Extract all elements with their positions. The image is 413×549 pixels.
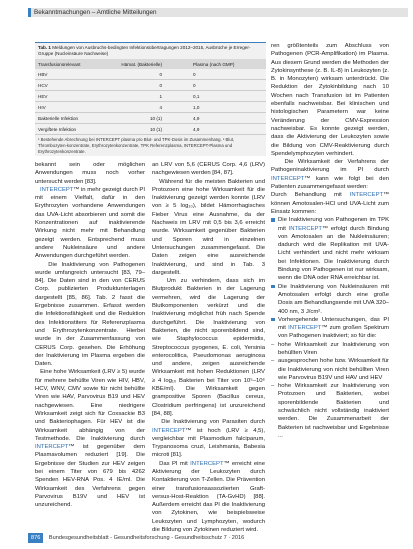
bullet-square-icon xyxy=(271,218,275,222)
product-name: INTERCEPT xyxy=(35,444,69,451)
bullet-list xyxy=(271,216,389,440)
dash-icon: – xyxy=(271,383,275,390)
paragraph xyxy=(35,368,145,509)
text-column-1 xyxy=(35,161,145,509)
table-cell: 4,9 xyxy=(165,113,266,124)
paragraph-text: Eine hohe Wirksamkeit (LRV ≥ 5) wurde für mehrere behüllte Viren wie HIV, HBV, HCV, WNV, CMV sowie für nicht behüllte Viren wie HAV, Parvovirus B19 und HEV nachgewiesen. Eine niedrigere Wirksamkeit zeigt sich für Coxsackie B3 und Bakteriophagen. Für HEV ist die Wirksamkeit abhängig von der Testmethode. Die Inaktivierung durch xyxy=(35,369,145,442)
paragraph xyxy=(271,191,389,216)
table-cell: HIV xyxy=(35,102,89,113)
paragraph-text: ™ ist hoch (LRV ≥ 4,5), vergleichbar mit Plasmodium falciparum, Trypanosoma cruzi, Leishmania, Babesia microti [81]. xyxy=(152,427,265,459)
paragraph-text: Um zu verhindern, dass sich im Blutprodukt Bakterien in der Lagerung vermehren, wird die Lagerung der Blutkomponenten verkürzt und die Inaktivierung möglichst früh nach Spende durchgeführt. Die Inaktivierung von Bakterien, die nicht sporenbildend sind, wie Staphylococcus epidermidis, Streptococcus pyogenes, E. coli, Yersinia enterocolitica, Pseudomonas aeruginosa und andere, zeigen ausreichende Wirksamkeit mit hohen Reduktionen (LRV ≥ 4 log₁₀ Bakterien bei Titer von 10⁵–10⁶ KBE/ml). Die Wirksamkeit gegen grampositive Sporen (Bacillus cereus, Clostridium perfringens) ist unzureichend [84, 88]. xyxy=(152,278,265,417)
paragraph-text: Während für die meisten Bakterien und Protozoen eine hohe Wirksamkeit für die Inaktivierung gezeigt werden konnte (LRV von ≥ 5 log₁₀), bildet Hämorrhagisches Fieber Virus eine Ausnahme, da der Nachweis im LRV mit 0,5 bis 3,6 erreicht wurde. Wirksamkeit gegenüber Bakterien und Sporen wird in einzelnen Untersuchungen zusammengefasst. Die Daten zeigen eine ausreichende Inaktivierung, und sind in Tab. 3 dargestellt. xyxy=(152,178,265,276)
section-title: Bekanntmachungen – Amtliche Mitteilungen xyxy=(34,9,157,16)
bullet-square-icon xyxy=(271,285,275,289)
table-cell: 10 (1) xyxy=(89,124,165,135)
table-footnote: ¹ Bestehende Abrechnung bei INTERCEPT plasma pro Blut- und TPK-Dosis im Zusammenhang. ² Blut, Thrombozyten-konzentrate, Erythrozytenkonzentrate, TPK Referenzplasma, INTERCEPT-Plasma und Erythrozytenkonzentrate. xyxy=(38,137,235,154)
table-row xyxy=(35,91,266,102)
table-caption-text: Meldungen von Ausbruchs-bedingten Infektionsübertragungen 2012–2015, Ausbrüche je Erreger-Gruppe (Nucleinsäure Nachweise) xyxy=(38,45,251,56)
page-number: 876 xyxy=(28,533,43,543)
table-cell: 0 xyxy=(165,69,266,80)
table-caption xyxy=(35,43,266,57)
list-item xyxy=(271,357,389,382)
paragraph-text: ™ können Amotosalen-HCl und UVA-Licht zum Einsatz kommen: xyxy=(271,192,389,215)
table-cell: 4 xyxy=(89,102,165,113)
list-item xyxy=(271,316,389,341)
product-name: INTERCEPT xyxy=(40,186,74,193)
paragraph xyxy=(35,261,145,369)
table-row xyxy=(35,102,266,113)
table-cell: 10 (1) xyxy=(89,113,165,124)
list-item-text: hohe Wirksamkeit zur Inaktivierung von behüllten Viren xyxy=(278,341,389,356)
paragraph-text: Das PI mit xyxy=(159,460,191,467)
paragraph-text: ™ in mehr gezeigt durch PI mit einem Vielfalt, dafür in den Erythrozyten vorhandene Anwendungen das UVA-Licht absorbieren und somit die Konzentrationen auf inaktivierende Wirkung nicht mehr mit Behandlung gezeigt werden. Entsprechend muss andere Nukleinsäure und andere Anwendungen durchgeführt werden. xyxy=(35,186,145,260)
paragraph xyxy=(152,460,265,535)
product-name: INTERCEPT xyxy=(152,427,186,434)
table-row xyxy=(35,80,266,91)
table-cell: HEV xyxy=(35,91,89,102)
paragraph xyxy=(35,186,145,261)
table-cell: 1 xyxy=(89,91,165,102)
paragraph: bekannt sein oder möglichen Anwendungen muss noch vorher untersucht werden [83]. xyxy=(35,162,145,185)
text-column-3 xyxy=(271,42,389,440)
text-column-2 xyxy=(152,161,265,534)
bullet-square-icon xyxy=(271,318,275,322)
list-item-text: hohe Wirksamkeit zur Inaktivierung von Protozoen und Bakterien, wobei sporenbildende Bakterien und schwächlich nicht vollständig inaktiviert werden. Die Zusammenarbeit der Bakterien ist nachweisbar und Ergebnisse ... xyxy=(278,383,389,439)
table-row xyxy=(35,124,266,135)
product-name: INTERCEPT xyxy=(288,325,322,332)
table-cell: 0 xyxy=(89,80,165,91)
table-cell: Bakterielle Infektion xyxy=(35,113,89,124)
table-cell: 4,9 xyxy=(165,124,266,135)
table-row xyxy=(35,69,266,80)
list-item xyxy=(271,216,389,282)
table-1 xyxy=(35,42,266,156)
table-cell: 1,0 xyxy=(165,102,266,113)
list-item-text: ausgesprochen hohe bzw. Wirksamkeit für die Inaktivierung von nicht behüllten Viren wie Parvovirus B19V und HAV und HEV xyxy=(278,358,389,381)
paragraph-text: Die Inaktivierung von Pathogenen wurde umfangreich untersucht [83, 79–84]. Die Daten sind in den von CERUS Corp. publizierten Produktunterlagen dargestellt [85, 86]. Tab. 2 fasst die Ergebnisse zusammen. Erfasst werden die Infektionsfähigkeit und die Reduktion des Infektionstiters für Referenzplasma und Erythrozytenkonzentrate. Hierbei wurde in der Zusammenfassung von CERUS Corp. gesehen. Die Erhöhung der Inaktivierung im Plasma ergeben die Daten. xyxy=(35,261,145,368)
list-item xyxy=(271,283,389,316)
product-name: INTERCEPT xyxy=(271,175,305,182)
list-item-text: Die Inaktivierung von Nukleinsäuren mit Amotosalen erfolgt durch eine große Dosis am Behandlungsende mit UVA 320–400 nm, 3 J/cm². xyxy=(278,283,389,315)
column-header: Hämat. (Bakterielle) xyxy=(89,59,165,69)
table-cell: HCV xyxy=(35,80,89,91)
paragraph xyxy=(152,178,265,278)
paragraph: ren größtenteils zum Abschluss von Pathogenen (PCR-Amplifikation) im Plasma. Aus diesem Grund werden die Methoden der Zytokinsynthese (z. B. IL-8) in Leukozyten (z. B. in Monozyten) wirksam unterdrückt. Die Reduktion der Zytokinbildung nach 10 Wochen nach Transfusion ist im Patienten ebenfalls nachweisbar. Bei klinischen und histologischen Parametern war keine Veränderung der CMV-Expression nachweisbar. Es konnte gezeigt werden, dass die Aktivierung der Leukozyten sowie die Bildung von CMV-Reaktivierung durch Spendelymphozyten verhindert. xyxy=(271,43,389,157)
product-name: INTERCEPT xyxy=(349,192,384,199)
list-item-text: ™ erfolgt durch Bindung von Amotosalen an die Nukleinsäuren; dadurch wird die Replikation mit UVA-Licht verhindert und nicht mehr wirksam bei Infektionen. Die Inaktivierung durch Bindung von Pathogenen ist nur wirksam, wenn die DNA oder RNA erreichbar ist. xyxy=(278,225,389,282)
paragraph-text: ™ ist gegenüber dem Plasmavolumen reduziert [19]. Die Ergebnisse der Studien zur HEV zeigen bei einem Titer von 679 bis 4262 Spenden HEV-RNA Pos. 4 IE/ml. Die Wirksamkeit des Verfahrens gegen Parvovirus B19V und HEV ist unzureichend. xyxy=(35,444,145,509)
table-cell: HBV xyxy=(35,69,89,80)
dash-icon: – xyxy=(271,341,275,348)
paragraph: an LRV von 5,6 (CERUS Corp. 4,6 (LRV) nachgewiesen werden [84, 87]. xyxy=(152,162,265,177)
column-header: Transfusionsrelevant xyxy=(35,59,89,69)
paragraph-text: Die Wirksamkeit der Verfahrens der Pathogeninaktivierung im PI durch xyxy=(271,159,389,174)
list-item-text: Die Inaktivierung von Pathogenen im TPK mit xyxy=(278,217,389,232)
paragraph xyxy=(152,418,265,459)
column-header: Plasma (nach GMP) xyxy=(165,59,266,69)
paragraph-text: ™ erreicht eine Aktivierung der Leukozyten durch Kontaktierung von T-Zellen. Die Prävention einer transfusionsassoziierten Graft-versus-Host-Reaktion (TA-GvHD) [88]. Außerdem erreicht das PI die Inaktivierung von Zytokinen, wie beispielsweise Leukozyten und Lymphozyten, wodurch die Bildung von Zytokinen reduziert wird. xyxy=(152,460,265,534)
journal-title: Bundesgesundheitsblatt - Gesundheitsforschung - Gesundheitsschutz 7 · 2016 xyxy=(48,535,245,541)
section-header xyxy=(28,8,408,17)
list-item-text: ™ zum großen Spektrum von Pathogenen inaktiviert; so für die: xyxy=(278,325,389,340)
paragraph-text: Die Inaktivierung von Parasiten durch xyxy=(161,419,265,426)
table-cell: Vergiftete Infektion xyxy=(35,124,89,135)
list-item-text: Vorhergehende Untersuchungen, das PI mit xyxy=(278,316,389,332)
table-cell: 0,1 xyxy=(165,91,266,102)
table-cell: 0 xyxy=(89,69,165,80)
paragraph-text: ™ kann wie folgt bei den Patienten zusammengefasst werden: xyxy=(271,175,389,191)
list-item xyxy=(271,382,389,440)
data-table xyxy=(35,59,266,135)
paragraph-text: Durch Behandlung mit xyxy=(271,192,350,199)
table-header-row xyxy=(35,59,266,69)
table-label: Tab. 1 xyxy=(38,45,51,50)
product-name: INTERCEPT xyxy=(190,460,224,467)
table-row xyxy=(35,113,266,124)
page-footer xyxy=(28,533,408,543)
paragraph xyxy=(152,277,265,418)
product-name: INTERCEPT xyxy=(288,225,323,232)
list-item xyxy=(271,341,389,358)
table-cell: 0 xyxy=(165,80,266,91)
dash-icon: – xyxy=(271,358,275,365)
paragraph xyxy=(271,158,389,191)
